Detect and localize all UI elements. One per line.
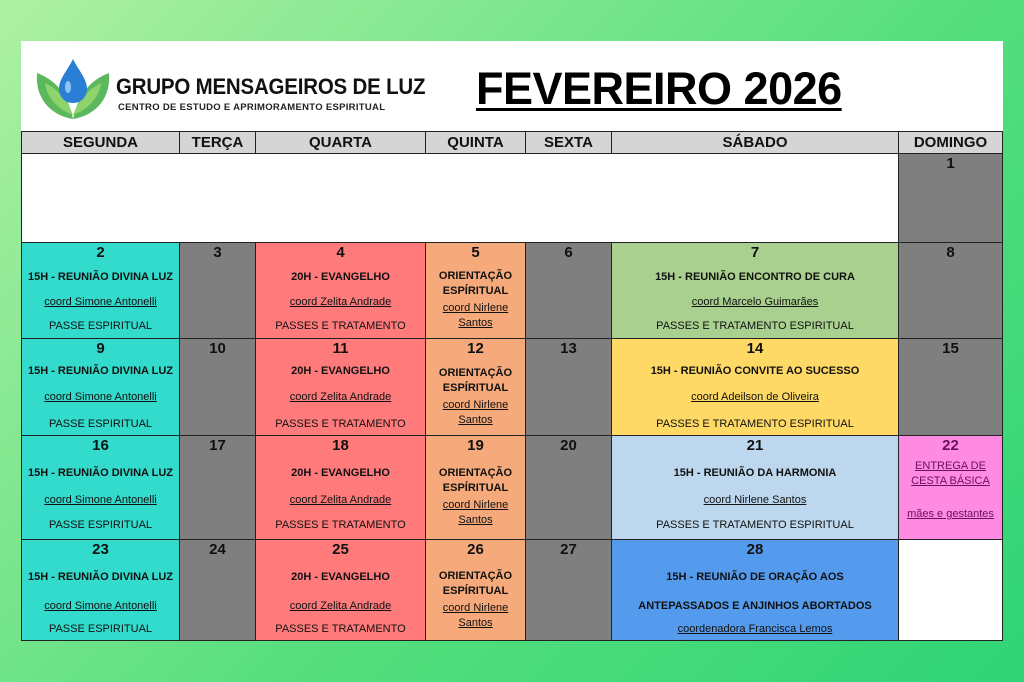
empty-week-cell [21, 153, 899, 243]
event-activity: PASSE ESPIRITUAL [48, 623, 153, 635]
day-number: 15 [942, 340, 959, 357]
event-title: 20H - EVANGELHO [291, 571, 390, 583]
event-coordinator: coord Nirlene Santos [442, 499, 509, 526]
event-activity: PASSES E TRATAMENTO ESPIRITUAL [656, 418, 854, 430]
day-cell-25[interactable] [255, 539, 426, 641]
day-number: 17 [209, 437, 226, 454]
event-coordinator: coord Simone Antonelli [44, 296, 157, 308]
event-activity: PASSE ESPIRITUAL [48, 320, 153, 332]
event-title: 15H - REUNIÃO DIVINA LUZ [27, 571, 174, 583]
day-number: 6 [564, 244, 573, 261]
event-activity: PASSES E TRATAMENTO [275, 418, 406, 430]
day-cell-12[interactable] [425, 338, 526, 436]
day-cell-4[interactable] [255, 242, 426, 339]
day-cell-28[interactable] [611, 539, 899, 641]
event-title: 20H - EVANGELHO [291, 467, 390, 479]
day-number: 7 [750, 244, 760, 261]
event-coordinator: coord Adeilson de Oliveira [691, 391, 819, 403]
event-title-line1: ORIENTAÇÃO [438, 367, 513, 379]
calendar-sheet [21, 41, 1003, 641]
event-activity: PASSE ESPIRITUAL [48, 418, 153, 430]
event-title: 15H - REUNIÃO DA HARMONIA [673, 467, 837, 479]
day-number: 21 [746, 437, 764, 454]
event-activity: PASSES E TRATAMENTO [275, 519, 406, 531]
event-coordinator: coord Zelita Andrade [289, 296, 392, 308]
day-number: 3 [213, 244, 222, 261]
day-cell-11[interactable] [255, 338, 426, 436]
event-title: ENTREGA DE CESTA BÁSICA [911, 460, 990, 487]
day-header-sexta: SEXTA [525, 131, 612, 154]
event-activity: PASSES E TRATAMENTO ESPIRITUAL [656, 519, 854, 531]
event-title: 15H - REUNIÃO DIVINA LUZ [27, 271, 174, 283]
day-number: 14 [746, 340, 764, 357]
day-cell-6[interactable] [525, 242, 612, 339]
event-title: 15H - REUNIÃO ENCONTRO DE CURA [655, 271, 855, 283]
organization-name: GRUPO MENSAGEIROS DE LUZ [116, 74, 426, 99]
event-coordinator: coord Simone Antonelli [44, 494, 157, 506]
event-activity: PASSES E TRATAMENTO [275, 320, 406, 332]
day-cell-18[interactable] [255, 435, 426, 540]
event-coordinator: coord Zelita Andrade [289, 494, 392, 506]
day-cell-15[interactable] [898, 338, 1003, 436]
day-header-sabado: SÁBADO [611, 131, 899, 154]
event-coordinator: coord Marcelo Guimarães [691, 296, 819, 308]
event-note: mães e gestantes [907, 508, 994, 520]
event-title: 20H - EVANGELHO [291, 271, 390, 283]
day-cell-7[interactable] [611, 242, 899, 339]
day-number: 22 [942, 437, 959, 454]
day-cell-3[interactable] [179, 242, 256, 339]
event-coordinator: coord Nirlene Santos [442, 302, 509, 329]
day-number: 10 [209, 340, 226, 357]
day-number: 1 [946, 155, 955, 172]
day-number: 13 [560, 340, 577, 357]
day-cell-9[interactable] [21, 338, 180, 436]
day-number: 24 [209, 541, 226, 558]
day-cell-21[interactable] [611, 435, 899, 540]
day-cell-22[interactable] [898, 435, 1003, 540]
day-cell-10[interactable] [179, 338, 256, 436]
event-title-line2: ANTEPASSADOS E ANJINHOS ABORTADOS [638, 600, 872, 612]
event-coordinator: coord Nirlene Santos [442, 399, 509, 426]
event-coordinator: coordenadora Francisca Lemos [677, 623, 833, 635]
day-header-domingo: DOMINGO [898, 131, 1003, 154]
empty-day-cell [898, 539, 1003, 641]
day-number: 5 [471, 244, 480, 261]
event-coordinator: coord Nirlene Santos [703, 494, 807, 506]
day-number: 19 [467, 437, 484, 454]
event-activity: PASSES E TRATAMENTO ESPIRITUAL [656, 320, 854, 332]
event-title-line2: ESPÍRITUAL [442, 585, 509, 597]
event-title: 15H - REUNIÃO DIVINA LUZ [27, 365, 174, 377]
day-number: 9 [96, 340, 105, 357]
day-number: 23 [92, 541, 109, 558]
day-number: 4 [336, 244, 345, 261]
day-cell-27[interactable] [525, 539, 612, 641]
event-coordinator: coord Nirlene Santos [442, 602, 509, 629]
day-cell-14[interactable] [611, 338, 899, 436]
event-title: 15H - REUNIÃO DIVINA LUZ [27, 467, 174, 479]
event-coordinator: coord Zelita Andrade [289, 391, 392, 403]
day-cell-2[interactable] [21, 242, 180, 339]
day-cell-13[interactable] [525, 338, 612, 436]
day-number: 11 [332, 340, 349, 357]
day-cell-5[interactable] [425, 242, 526, 339]
day-cell-24[interactable] [179, 539, 256, 641]
day-number: 27 [560, 541, 577, 558]
day-header-quarta: QUARTA [255, 131, 426, 154]
event-coordinator: coord Simone Antonelli [44, 600, 157, 612]
day-cell-23[interactable] [21, 539, 180, 641]
day-number: 2 [96, 244, 105, 261]
event-coordinator: coord Simone Antonelli [44, 391, 157, 403]
day-cell-16[interactable] [21, 435, 180, 540]
day-cell-19[interactable] [425, 435, 526, 540]
day-cell-17[interactable] [179, 435, 256, 540]
day-number: 20 [560, 437, 577, 454]
event-title-line2: ESPÍRITUAL [442, 285, 509, 297]
day-cell-1[interactable] [898, 153, 1003, 243]
day-number: 28 [746, 541, 764, 558]
month-title: FEVEREIRO 2026 [476, 63, 842, 114]
day-number: 18 [332, 437, 349, 454]
day-number: 25 [332, 541, 349, 558]
day-number: 12 [467, 340, 484, 357]
event-activity: PASSES E TRATAMENTO [275, 623, 406, 635]
event-title: 20H - EVANGELHO [291, 365, 390, 377]
event-title: 15H - REUNIÃO CONVITE AO SUCESSO [650, 365, 860, 377]
day-cell-8[interactable] [898, 242, 1003, 339]
event-title-line1: ORIENTAÇÃO [438, 570, 513, 582]
day-header-quinta: QUINTA [425, 131, 526, 154]
event-title-line1: ORIENTAÇÃO [438, 467, 513, 479]
day-header-segunda: SEGUNDA [21, 131, 180, 154]
event-title-line1: ORIENTAÇÃO [438, 270, 513, 282]
event-title-line1: 15H - REUNIÃO DE ORAÇÃO AOS [666, 571, 844, 583]
event-activity: PASSE ESPIRITUAL [48, 519, 153, 531]
organization-subtitle: CENTRO DE ESTUDO E APRIMORAMENTO ESPIRITUAL [118, 102, 386, 113]
day-cell-20[interactable] [525, 435, 612, 540]
day-header-terca: TERÇA [179, 131, 256, 154]
event-title-line2: ESPÍRITUAL [442, 382, 509, 394]
day-cell-26[interactable] [425, 539, 526, 641]
event-coordinator: coord Zelita Andrade [289, 600, 392, 612]
day-number: 8 [946, 244, 955, 261]
event-title-line2: ESPÍRITUAL [442, 482, 509, 494]
leaf-drop-logo-icon [31, 53, 115, 123]
calendar-header [21, 41, 1003, 131]
day-number: 26 [467, 541, 484, 558]
day-number: 16 [92, 437, 109, 454]
